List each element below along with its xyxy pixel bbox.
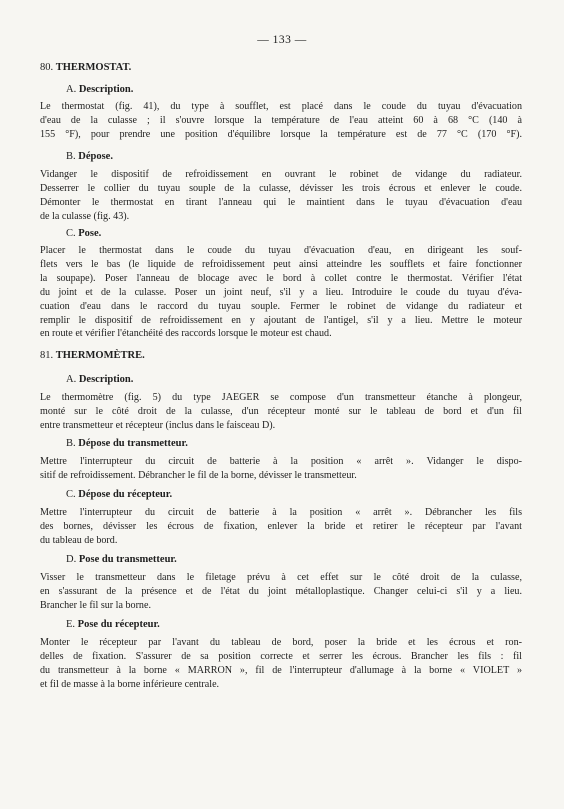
subsection-heading <box>66 554 177 565</box>
subsection-letter: A. <box>66 374 77 385</box>
text-line: Le thermomètre (fig. 5) du type JAEGER se compose d'un transmetteur étanche à plongeur, <box>40 392 522 403</box>
text-line: delles de fixation. S'assurer de sa position correcte et serrer les écrous. Brancher les fils : fil <box>40 650 522 662</box>
text-line: en route et vérifier l'étanchéité des raccords lorsque le moteur est chaud. <box>40 328 332 340</box>
subsection-heading <box>66 374 133 385</box>
section-heading <box>40 350 145 361</box>
paragraph <box>40 244 522 341</box>
subsection-heading <box>66 619 160 630</box>
paragraph <box>40 168 522 224</box>
subsection-heading <box>66 438 188 449</box>
subsection-heading <box>66 84 133 95</box>
paragraph <box>40 100 522 142</box>
text-line: de la culasse (fig. 43). <box>40 210 130 222</box>
subsection-heading <box>66 228 101 239</box>
text-line: du transmetteur à la borne « MARRON », fil de l'interrupteur d'allumage à la borne « VIOLET » <box>40 664 522 676</box>
subsection-heading <box>66 151 113 162</box>
subsection-letter: D. <box>66 554 77 565</box>
text-line: du tableau de bord. <box>40 534 118 546</box>
paragraph <box>40 636 522 692</box>
subsection-letter: A. <box>66 84 77 95</box>
text-line: sitif de refroidissement. Débrancher le fil de la borne, dévisser le transmetteur. <box>40 469 357 481</box>
text-line: Démonter le thermostat en tirant l'anneau qui le maintient dans le tuyau d'évacuation d'eau <box>40 196 522 208</box>
section-number: 80. <box>40 62 54 73</box>
subsection-letter: C. <box>66 489 76 500</box>
text-line: entre transmetteur et récepteur (inclus dans le faisceau D). <box>40 419 276 431</box>
text-line: Monter le récepteur par l'avant du tableau de bord, poser la bride et les écrous et ron- <box>40 637 522 648</box>
section-heading <box>40 62 131 73</box>
text-line: Placer le thermostat dans le coude du tuyau d'évacuation d'eau, en dirigeant les souf- <box>40 245 522 256</box>
text-line: d'eau de la culasse ; il s'ouvre lorsque la température de l'eau atteint 60 à 68 °C (140 à <box>40 114 522 126</box>
text-line: remplir le dispositif de refroidissement en y ajoutant de l'antigel, s'il y a lieu. Mettre le moteur <box>40 314 522 326</box>
section-title: THERMOSTAT. <box>55 62 132 73</box>
subsection-title: Dépose du récepteur. <box>78 489 173 500</box>
subsection-title: Dépose. <box>78 151 113 162</box>
text-line: 155 °F), pour prendre une position d'équilibre lorsque la température est de 77 °C (170 °F). <box>40 128 522 140</box>
paragraph <box>40 571 522 613</box>
paragraph <box>40 506 522 548</box>
subsection-title: Description. <box>78 374 134 385</box>
text-line: Mettre l'interrupteur du circuit de batterie à la position « arrêt ». Vidanger le dispo- <box>40 456 522 467</box>
text-line: cuation d'eau dans le raccord du tuyau souple. Fermer le robinet de vidange du radiateur et <box>40 300 522 312</box>
text-line: en s'assurant de la présence et de l'état du joint métalloplastique. Changer celui-ci s'il y a lieu. <box>40 585 522 597</box>
subsection-letter: B. <box>66 438 76 449</box>
subsection-title: Description. <box>78 84 134 95</box>
text-line: des bornes, dévisser les écrous de fixation, enlever la bride et retirer le récepteur par l'avant <box>40 520 522 532</box>
subsection-title: Pose. <box>78 228 102 239</box>
text-line: la soupape). Poser l'anneau de blocage avec le bord à collet contre le thermostat. Vérifier l'état <box>40 272 522 284</box>
subsection-letter: B. <box>66 151 76 162</box>
paragraph <box>40 455 522 483</box>
text-line: du joint et de la culasse. Poser un joint neuf, s'il y a lieu. Introduire le coude du tuyau d'éva- <box>40 286 522 298</box>
page-number: — 133 — <box>257 34 307 46</box>
text-line: Vidanger le dispositif de refroidissement en ouvrant le robinet de vidange du radiateur. <box>40 169 522 180</box>
text-line: Desserrer le collier du tuyau souple de la culasse, dévisser les trois écrous et enlever le coude. <box>40 182 522 194</box>
section-title: THERMOMÈTRE. <box>55 350 145 361</box>
subsection-letter: C. <box>66 228 76 239</box>
text-line: Visser le transmetteur dans le filetage prévu à cet effet sur le côté droit de la culasse, <box>40 572 522 583</box>
text-line: Brancher le fil sur la borne. <box>40 599 151 611</box>
section-number: 81. <box>40 350 54 361</box>
subsection-title: Dépose du transmetteur. <box>78 438 188 449</box>
text-line: flets vers le bas (le liquide de refroidissement peut ainsi atteindre les soufflets et faire fonctionner <box>40 258 522 270</box>
subsection-letter: E. <box>66 619 76 630</box>
subsection-title: Pose du transmetteur. <box>78 554 177 565</box>
text-line: Mettre l'interrupteur du circuit de batterie à la position « arrêt ». Débrancher les fils <box>40 507 522 518</box>
text-line: Le thermostat (fig. 41), du type à soufflet, est placé dans le coude du tuyau d'évacuation <box>40 101 522 112</box>
subsection-heading <box>66 489 172 500</box>
text-line: et fil de masse à la borne inférieure centrale. <box>40 678 220 690</box>
subsection-title: Pose du récepteur. <box>77 619 160 630</box>
paragraph <box>40 391 522 433</box>
text-line: monté sur le côté droit de la culasse, d'un récepteur monté sur le tableau de bord et d'un fil <box>40 405 522 417</box>
